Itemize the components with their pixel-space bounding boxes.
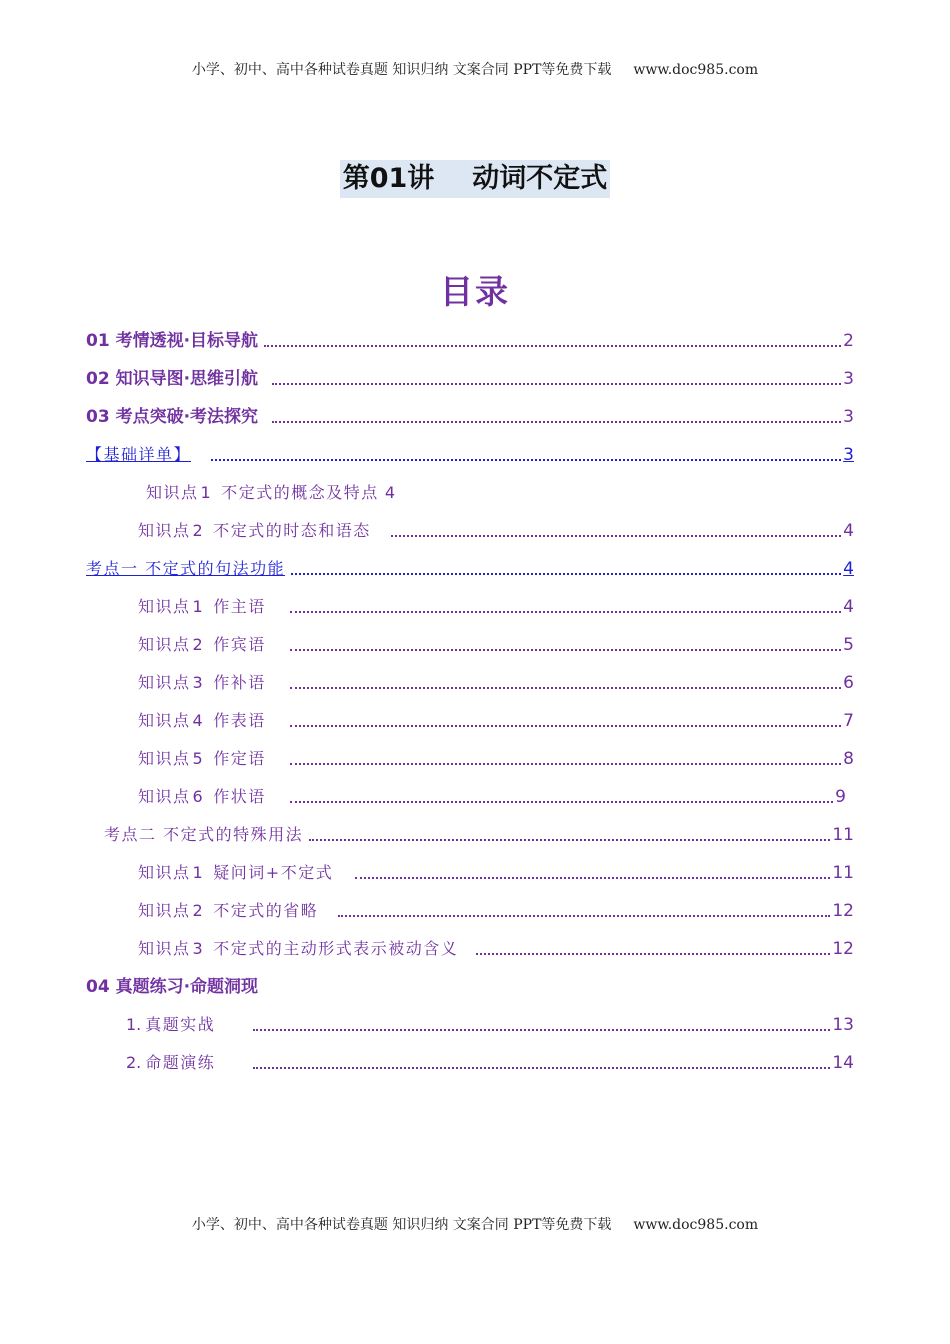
toc-entry-number: 2 [192, 635, 203, 654]
toc-entry-prefix: 知识点 [138, 711, 191, 730]
lecture-number: 第01讲 [342, 163, 435, 194]
toc-entry-label: 【基础详单】 [86, 445, 192, 464]
toc-entry-prefix: 知识点 [138, 597, 191, 616]
toc-entry-label: 作宾语 [213, 635, 266, 654]
toc-entry-label: 不定式的省略 [213, 901, 319, 920]
dot-leader [290, 763, 841, 765]
toc-entry-page: 11 [832, 825, 854, 845]
toc-entry-number: 1 [200, 483, 211, 502]
header-text: 小学、初中、高中各种试卷真题 知识归纳 文案合同 PPT等免费下载 [191, 62, 612, 78]
dot-leader [290, 687, 841, 689]
toc-entry-page: 3 [843, 369, 854, 389]
dot-leader [290, 611, 841, 613]
toc-entry-prefix: 知识点 [138, 635, 191, 654]
toc-entry[interactable] [86, 442, 854, 466]
footer-text: 小学、初中、高中各种试卷真题 知识归纳 文案合同 PPT等免费下载 [191, 1217, 612, 1233]
toc-entry[interactable] [138, 746, 854, 770]
toc-entry-number: 3 [192, 939, 203, 958]
toc-entry-label: 作定语 [213, 749, 266, 768]
toc-entry-label: 作补语 [213, 673, 266, 692]
toc-entry[interactable] [138, 784, 846, 808]
toc-entry-number: 2 [192, 901, 203, 920]
toc-entry-page: 7 [843, 711, 854, 731]
toc-entry-page: 3 [843, 407, 854, 427]
toc-entry-label: 不定式的时态和语态 [213, 521, 371, 540]
dot-leader [355, 877, 830, 879]
toc-entry-label: 命题演练 [145, 1053, 216, 1072]
toc-entry[interactable] [86, 328, 854, 352]
dot-leader [290, 801, 833, 803]
toc-entry-number: 3 [192, 673, 203, 692]
toc-entry-number: 1 [192, 597, 203, 616]
toc-entry-page: 11 [832, 863, 854, 883]
toc-entry[interactable] [86, 556, 854, 580]
toc-entry-page: 4 [843, 597, 854, 617]
toc-entry-label: 作表语 [213, 711, 266, 730]
toc-entry-page: 6 [843, 673, 854, 693]
toc-entry[interactable] [86, 366, 854, 390]
dot-leader [291, 573, 841, 575]
toc-entry-prefix: 知识点 [138, 863, 191, 882]
toc-entry-page: 2 [843, 331, 854, 351]
toc-entry-label: 03 考点突破·考法探究 [86, 407, 259, 427]
toc-entry-number: 6 [192, 787, 203, 806]
toc-entry-page: 12 [832, 901, 854, 921]
toc-entry-page: 12 [832, 939, 854, 959]
toc-entry-number: 1. [126, 1015, 142, 1034]
toc-entry-prefix: 知识点 [138, 749, 191, 768]
dot-leader [253, 1067, 830, 1069]
toc-entry-label: 不定式的主动形式表示被动含义 [213, 939, 459, 958]
toc-entry[interactable] [138, 860, 854, 884]
toc-entry-page: 3 [843, 445, 854, 465]
toc-heading: 目录 [440, 272, 510, 311]
dot-leader [290, 649, 841, 651]
toc-entry-label: 考点二 不定式的特殊用法 [104, 825, 304, 844]
toc-entry[interactable] [138, 632, 854, 656]
toc-entry-prefix: 知识点 [138, 901, 191, 920]
toc-entry[interactable] [124, 1012, 854, 1036]
dot-leader [309, 839, 830, 841]
toc-entry-page: 13 [832, 1015, 854, 1035]
lecture-topic: 动词不定式 [472, 163, 608, 194]
toc-entry-page: 14 [832, 1053, 854, 1073]
dot-leader [211, 459, 841, 461]
toc-entry-label: 01 考情透视·目标导航 [86, 331, 259, 351]
toc-entry-label: 不定式的概念及特点 [221, 483, 379, 502]
toc-entry-prefix: 知识点 [138, 521, 191, 540]
header-url[interactable]: www.doc985.com [633, 62, 759, 78]
toc-entry-prefix: 知识点 [146, 483, 199, 502]
toc-entry[interactable] [138, 518, 854, 542]
dot-leader [290, 725, 841, 727]
dot-leader [272, 421, 841, 423]
toc-entry-prefix: 知识点 [138, 787, 191, 806]
dot-leader [476, 953, 830, 955]
dot-leader [338, 915, 830, 917]
toc-entry[interactable] [86, 974, 854, 998]
toc-entry[interactable] [138, 594, 854, 618]
toc-entry[interactable] [138, 898, 854, 922]
toc-entry-page: 4 [843, 521, 854, 541]
dot-leader [272, 383, 841, 385]
toc-entry[interactable] [146, 480, 397, 504]
toc-entry-page: 4 [843, 559, 854, 579]
dot-leader [391, 535, 841, 537]
toc-entry-page: 4 [384, 483, 397, 502]
toc-entry[interactable] [138, 936, 854, 960]
toc-entry[interactable] [86, 404, 854, 428]
toc-entry-number: 5 [192, 749, 203, 768]
toc-entry-label: 作状语 [213, 787, 266, 806]
toc-entry-label: 考点一 不定式的句法功能 [86, 559, 286, 578]
toc-entry-page: 9 [835, 787, 846, 807]
toc-entry-label: 疑问词+不定式 [213, 863, 334, 882]
toc-entry-prefix: 知识点 [138, 939, 191, 958]
page-header [0, 59, 950, 79]
page-footer [0, 1214, 950, 1234]
toc-entry-page: 8 [843, 749, 854, 769]
toc-entry-page: 5 [843, 635, 854, 655]
toc-entry[interactable] [138, 708, 854, 732]
toc-entry-number: 1 [192, 863, 203, 882]
toc-entry-label: 真题实战 [145, 1015, 216, 1034]
toc-entry[interactable] [138, 670, 854, 694]
toc-entry-prefix: 知识点 [138, 673, 191, 692]
toc-entry-label: 04 真题练习·命题洞现 [86, 977, 259, 997]
toc-entry-number: 4 [192, 711, 203, 730]
toc-entry-label: 作主语 [213, 597, 266, 616]
footer-url[interactable]: www.doc985.com [633, 1217, 759, 1233]
toc-entry[interactable] [104, 822, 854, 846]
toc-entry-number: 2. [126, 1053, 142, 1072]
toc-entry-number: 2 [192, 521, 203, 540]
dot-leader [264, 345, 841, 347]
dot-leader [253, 1029, 830, 1031]
toc-entry-label: 02 知识导图·思维引航 [86, 369, 259, 389]
toc-entry[interactable] [124, 1050, 854, 1074]
document-title [0, 160, 950, 198]
